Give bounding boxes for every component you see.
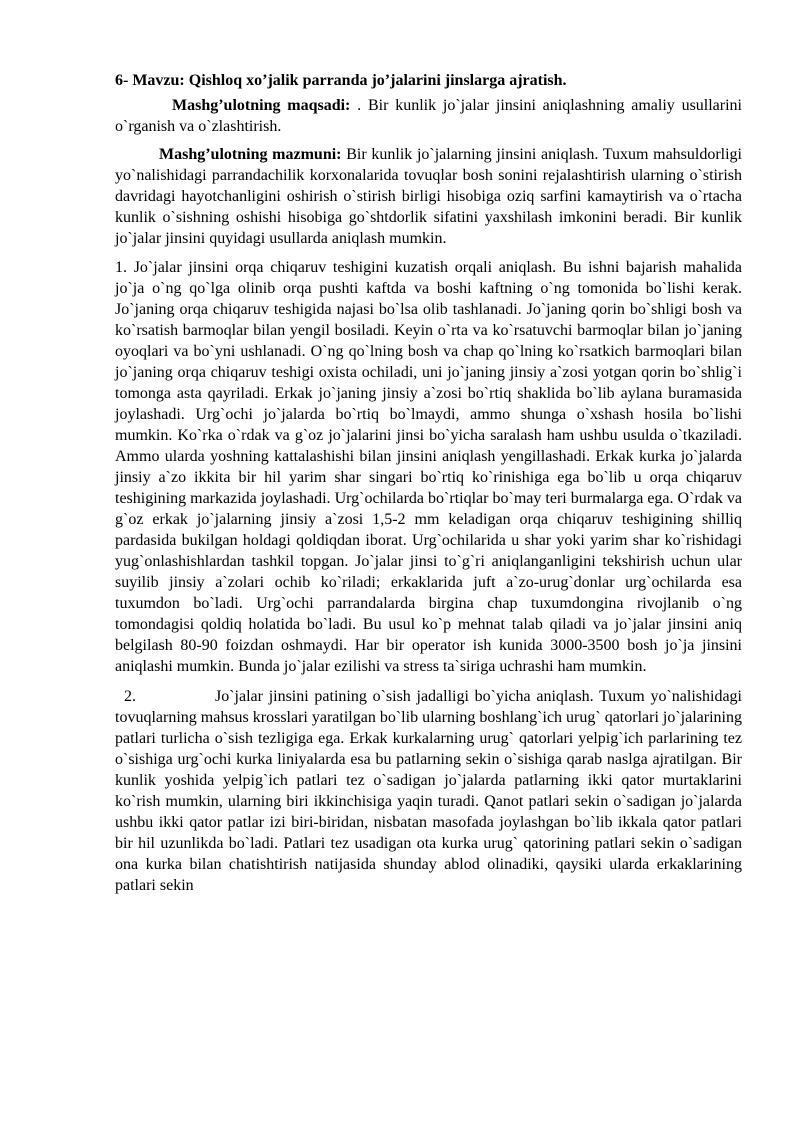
list-item-1 [115,257,742,677]
list-item-number: 2. [124,688,136,705]
goal-text: . Bir kunlik jo`jalar jinsini aniqlashning amaliy usullarini o`rganish va o`zlashtirish. [115,97,743,135]
document-page [115,70,742,905]
content-label: Mashg’ulotning mazmuni: [159,146,342,163]
goal-label: Mashg’ulotning maqsadi: [172,97,351,114]
list-item-number: 1. [115,259,127,276]
list-item-text: Jo`jalar jinsini patining o`sish jadalligi bo`yicha aniqlash. Tuxum yo`nalishidagi tovuqlarning mahsus krosslari yaratilgan bo`lib ularning boshlang`ich urug` qatorlari jo`jalarining patlari turlicha o`sish tezligiga ega. Erkak kurkalarning urug` qatorlari yelpig`ich parlarining tez o`sishiga urg`ochi kurka liniyalarda esa bu patlarning sekin o`sishiga qarab naslga ajratilgan. Bir kunlik yoshida yelpig`ich patlari tez o`sadigan jo`jalarda patlarning ikki qator murtaklarini ko`rish mumkin, ularning biri ikkinchisiga yaqin turadi. Qanot patlari sekin o`sadigan jo`jalarda ushbu ikki qator patlar izi biri-biridan, nisbatan masofada joylashgan bo`lib ikkala qator patlari bir hil uzunlikda bo`ladi. Patlari tez usadigan ota kurka urug` qatorining patlari sekin o`sadigan ona kurka bilan chatishtirish natijasida shunday ablod olinadiki, qaysiki ularda erkaklarining patlari sekin [115,688,742,894]
document-title: 6- Mavzu: Qishloq xo’jalik parranda jo’jalarini jinslarga ajratish. [115,72,567,89]
content-paragraph [115,144,742,249]
content-text: Bir kunlik jo`jalarning jinsini aniqlash. Tuxum mahsuldorligi yo`nalishidagi parrandachilik korxonalarida tovuqlar bosh sonini rejalashtirish ularning o`stirish davridagi hayotchanligini oshirish o`stirish birligi hisobiga oziq sarfini kamaytirish va o`rtacha kunlik o`sishning oshishi hisobiga go`shtdorlik sifatini yaxshilash imkonini beradi. Bir kunlik jo`jalar jinsini quyidagi usullarda aniqlash mumkin. [115,146,743,247]
list-item-2 [115,686,742,896]
goal-paragraph [115,95,742,137]
list-item-text: Jo`jalar jinsini orqa chiqaruv teshigini kuzatish orqali aniqlash. Bu ishni bajarish mahalida jo`ja o`ng qo`lga olinib orqa pushti kaftda va boshi kaftning o`ng tomonida bo`lishi kerak. Jo`janing orqa chiqaruv teshigida najasi bo`lsa olib tashlanadi. Jo`janing qorin bo`shligi bosh va ko`rsatish barmoqlar bilan yengil bosiladi. Keyin o`rta va ko`rsatuvchi barmoqlar bilan jo`janing oyoqlari va bo`yni ushlanadi. O`ng qo`lning bosh va chap qo`lning ko`rsatkich barmoqlari bilan jo`janing orqa chiqaruv teshigi oxista ochiladi, uni jo`janing jinsiy a`zosi yotgan qorin bo`shlig`i tomonga asta qayriladi. Erkak jo`janing jinsiy a`zosi bo`rtiq shaklida bo`lib aylana buramasida joylashadi. Urg`ochi jo`jalarda bo`rtiq bo`lmaydi, ammo shunga o`xshash hosila bo`lishi mumkin. Ko`rka o`rdak va g`oz jo`jalarini jinsi bo`yicha saralash ham ushbu usulda o`tkaziladi. Ammo ularda yoshning kattalashishi bilan jinsini aniqlash yengillashadi. Erkak kurka jo`jalarda jinsiy a`zo ikkita bir hil yarim shar singari bo`rtiq ko`rinishiga ega bo`lib u orqa chiqaruv teshigining markazida joylashadi. Urg`ochilarda bo`rtiqlar bo`may teri burmalarga ega. O`rdak va g`oz erkak jo`jalarning jinsiy a`zosi 1,5-2 mm keladigan orqa chiqaruv teshigining shilliq pardasida bukilgan holdagi qoldiqdan iborat. Urg`ochilarida u shar yoki yarim shar ko`rishidagi yug`onlashishlardan tashkil topgan. Jo`jalar jinsi to`g`ri aniqlanganligini tekshirish uchun ular suyilib jinsiy a`zolari ochib ko`riladi; erkaklarida juft a`zo-urug`donlar urg`ochilarda esa tuxumdon bo`ladi. Urg`ochi parrandalarda birgina chap tuxumdongina rivojlanib o`ng tomondagisi qoldiq holatida bo`ladi. Bu usul ko`p mehnat talab qiladi va jo`jalar jinsini aniq belgilash 80-90 foizdan oshmaydi. Har bir operator ish kunida 3000-3500 bosh jo`ja jinsini aniqlashi mumkin. Bunda jo`jalar ezilishi va stress ta`siriga uchrashi ham mumkin. [115,259,742,675]
